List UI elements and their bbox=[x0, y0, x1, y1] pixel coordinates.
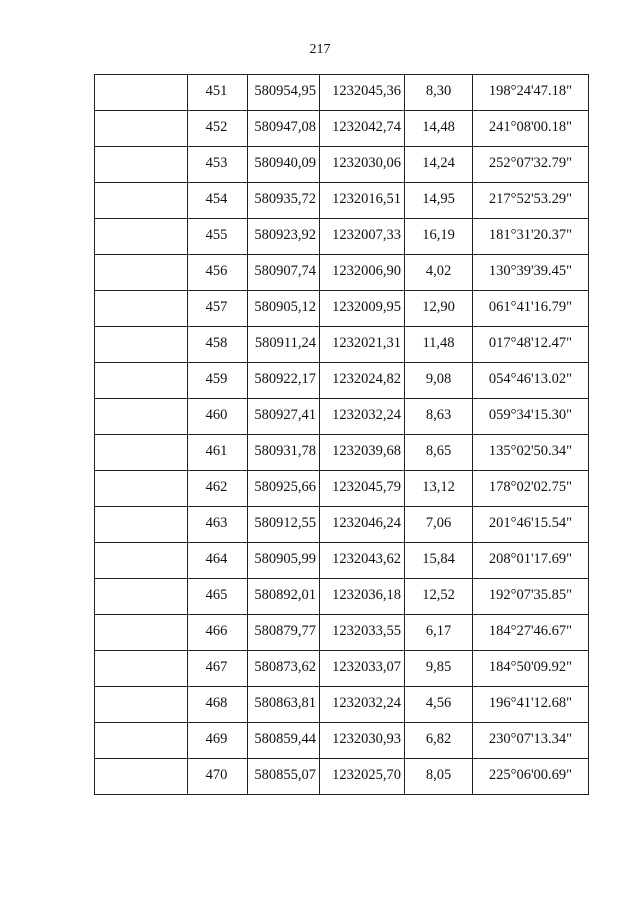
direction-angle-cell: 192°07'35.85" bbox=[473, 579, 589, 615]
blank-cell bbox=[95, 543, 188, 579]
blank-cell bbox=[95, 291, 188, 327]
table-row bbox=[95, 651, 589, 687]
point-number-cell: 453 bbox=[188, 147, 248, 183]
table-row bbox=[95, 255, 589, 291]
table-row bbox=[95, 435, 589, 471]
table-row bbox=[95, 399, 589, 435]
length-cell: 13,12 bbox=[405, 471, 473, 507]
table-row bbox=[95, 327, 589, 363]
direction-angle-cell: 225°06'00.69" bbox=[473, 759, 589, 795]
blank-cell bbox=[95, 471, 188, 507]
x-coordinate-cell: 580925,66 bbox=[248, 471, 320, 507]
point-number-cell: 462 bbox=[188, 471, 248, 507]
point-number-cell: 469 bbox=[188, 723, 248, 759]
y-coordinate-cell: 1232021,31 bbox=[320, 327, 405, 363]
direction-angle-cell: 178°02'02.75" bbox=[473, 471, 589, 507]
length-cell: 15,84 bbox=[405, 543, 473, 579]
table-row bbox=[95, 579, 589, 615]
point-number-cell: 452 bbox=[188, 111, 248, 147]
x-coordinate-cell: 580922,17 bbox=[248, 363, 320, 399]
point-number-cell: 465 bbox=[188, 579, 248, 615]
y-coordinate-cell: 1232025,70 bbox=[320, 759, 405, 795]
x-coordinate-cell: 580907,74 bbox=[248, 255, 320, 291]
length-cell: 8,65 bbox=[405, 435, 473, 471]
y-coordinate-cell: 1232030,06 bbox=[320, 147, 405, 183]
blank-cell bbox=[95, 579, 188, 615]
table-row bbox=[95, 111, 589, 147]
blank-cell bbox=[95, 219, 188, 255]
y-coordinate-cell: 1232042,74 bbox=[320, 111, 405, 147]
length-cell: 6,17 bbox=[405, 615, 473, 651]
length-cell: 11,48 bbox=[405, 327, 473, 363]
table-row bbox=[95, 291, 589, 327]
point-number-cell: 468 bbox=[188, 687, 248, 723]
blank-cell bbox=[95, 687, 188, 723]
table-row bbox=[95, 507, 589, 543]
direction-angle-cell: 208°01'17.69" bbox=[473, 543, 589, 579]
table-row bbox=[95, 543, 589, 579]
x-coordinate-cell: 580873,62 bbox=[248, 651, 320, 687]
blank-cell bbox=[95, 111, 188, 147]
y-coordinate-cell: 1232045,79 bbox=[320, 471, 405, 507]
x-coordinate-cell: 580892,01 bbox=[248, 579, 320, 615]
x-coordinate-cell: 580923,92 bbox=[248, 219, 320, 255]
direction-angle-cell: 059°34'15.30" bbox=[473, 399, 589, 435]
table-row bbox=[95, 471, 589, 507]
y-coordinate-cell: 1232016,51 bbox=[320, 183, 405, 219]
direction-angle-cell: 196°41'12.68" bbox=[473, 687, 589, 723]
table-row bbox=[95, 147, 589, 183]
y-coordinate-cell: 1232030,93 bbox=[320, 723, 405, 759]
point-number-cell: 455 bbox=[188, 219, 248, 255]
x-coordinate-cell: 580863,81 bbox=[248, 687, 320, 723]
direction-angle-cell: 198°24'47.18" bbox=[473, 75, 589, 111]
point-number-cell: 454 bbox=[188, 183, 248, 219]
length-cell: 9,85 bbox=[405, 651, 473, 687]
length-cell: 9,08 bbox=[405, 363, 473, 399]
blank-cell bbox=[95, 507, 188, 543]
direction-angle-cell: 241°08'00.18" bbox=[473, 111, 589, 147]
point-number-cell: 470 bbox=[188, 759, 248, 795]
direction-angle-cell: 230°07'13.34" bbox=[473, 723, 589, 759]
direction-angle-cell: 217°52'53.29" bbox=[473, 183, 589, 219]
y-coordinate-cell: 1232046,24 bbox=[320, 507, 405, 543]
direction-angle-cell: 130°39'39.45" bbox=[473, 255, 589, 291]
length-cell: 12,90 bbox=[405, 291, 473, 327]
blank-cell bbox=[95, 75, 188, 111]
x-coordinate-cell: 580931,78 bbox=[248, 435, 320, 471]
x-coordinate-cell: 580859,44 bbox=[248, 723, 320, 759]
x-coordinate-cell: 580940,09 bbox=[248, 147, 320, 183]
coordinates-table-body bbox=[95, 75, 589, 795]
length-cell: 4,56 bbox=[405, 687, 473, 723]
table-row bbox=[95, 759, 589, 795]
x-coordinate-cell: 580905,12 bbox=[248, 291, 320, 327]
length-cell: 7,06 bbox=[405, 507, 473, 543]
y-coordinate-cell: 1232024,82 bbox=[320, 363, 405, 399]
table-row bbox=[95, 687, 589, 723]
y-coordinate-cell: 1232033,55 bbox=[320, 615, 405, 651]
blank-cell bbox=[95, 759, 188, 795]
length-cell: 6,82 bbox=[405, 723, 473, 759]
table-row bbox=[95, 219, 589, 255]
direction-angle-cell: 184°27'46.67" bbox=[473, 615, 589, 651]
x-coordinate-cell: 580912,55 bbox=[248, 507, 320, 543]
y-coordinate-cell: 1232039,68 bbox=[320, 435, 405, 471]
point-number-cell: 461 bbox=[188, 435, 248, 471]
direction-angle-cell: 252°07'32.79" bbox=[473, 147, 589, 183]
direction-angle-cell: 054°46'13.02" bbox=[473, 363, 589, 399]
length-cell: 14,24 bbox=[405, 147, 473, 183]
point-number-cell: 460 bbox=[188, 399, 248, 435]
y-coordinate-cell: 1232033,07 bbox=[320, 651, 405, 687]
blank-cell bbox=[95, 147, 188, 183]
blank-cell bbox=[95, 723, 188, 759]
blank-cell bbox=[95, 327, 188, 363]
blank-cell bbox=[95, 651, 188, 687]
y-coordinate-cell: 1232043,62 bbox=[320, 543, 405, 579]
length-cell: 4,02 bbox=[405, 255, 473, 291]
point-number-cell: 467 bbox=[188, 651, 248, 687]
direction-angle-cell: 017°48'12.47" bbox=[473, 327, 589, 363]
x-coordinate-cell: 580879,77 bbox=[248, 615, 320, 651]
point-number-cell: 466 bbox=[188, 615, 248, 651]
x-coordinate-cell: 580911,24 bbox=[248, 327, 320, 363]
page-number: 217 bbox=[309, 42, 331, 57]
direction-angle-cell: 135°02'50.34" bbox=[473, 435, 589, 471]
y-coordinate-cell: 1232045,36 bbox=[320, 75, 405, 111]
direction-angle-cell: 061°41'16.79" bbox=[473, 291, 589, 327]
length-cell: 14,95 bbox=[405, 183, 473, 219]
y-coordinate-cell: 1232032,24 bbox=[320, 399, 405, 435]
y-coordinate-cell: 1232007,33 bbox=[320, 219, 405, 255]
y-coordinate-cell: 1232036,18 bbox=[320, 579, 405, 615]
blank-cell bbox=[95, 399, 188, 435]
point-number-cell: 451 bbox=[188, 75, 248, 111]
blank-cell bbox=[95, 183, 188, 219]
x-coordinate-cell: 580935,72 bbox=[248, 183, 320, 219]
blank-cell bbox=[95, 363, 188, 399]
point-number-cell: 457 bbox=[188, 291, 248, 327]
y-coordinate-cell: 1232032,24 bbox=[320, 687, 405, 723]
x-coordinate-cell: 580954,95 bbox=[248, 75, 320, 111]
point-number-cell: 456 bbox=[188, 255, 248, 291]
direction-angle-cell: 201°46'15.54" bbox=[473, 507, 589, 543]
point-number-cell: 464 bbox=[188, 543, 248, 579]
blank-cell bbox=[95, 615, 188, 651]
x-coordinate-cell: 580947,08 bbox=[248, 111, 320, 147]
length-cell: 8,05 bbox=[405, 759, 473, 795]
direction-angle-cell: 184°50'09.92" bbox=[473, 651, 589, 687]
blank-cell bbox=[95, 435, 188, 471]
x-coordinate-cell: 580927,41 bbox=[248, 399, 320, 435]
point-number-cell: 458 bbox=[188, 327, 248, 363]
length-cell: 16,19 bbox=[405, 219, 473, 255]
table-row bbox=[95, 363, 589, 399]
coordinates-table bbox=[94, 74, 589, 795]
point-number-cell: 463 bbox=[188, 507, 248, 543]
length-cell: 14,48 bbox=[405, 111, 473, 147]
blank-cell bbox=[95, 255, 188, 291]
table-row bbox=[95, 723, 589, 759]
length-cell: 12,52 bbox=[405, 579, 473, 615]
point-number-cell: 459 bbox=[188, 363, 248, 399]
y-coordinate-cell: 1232009,95 bbox=[320, 291, 405, 327]
direction-angle-cell: 181°31'20.37" bbox=[473, 219, 589, 255]
table-row bbox=[95, 183, 589, 219]
table-row bbox=[95, 615, 589, 651]
y-coordinate-cell: 1232006,90 bbox=[320, 255, 405, 291]
length-cell: 8,30 bbox=[405, 75, 473, 111]
table-row bbox=[95, 75, 589, 111]
x-coordinate-cell: 580905,99 bbox=[248, 543, 320, 579]
length-cell: 8,63 bbox=[405, 399, 473, 435]
x-coordinate-cell: 580855,07 bbox=[248, 759, 320, 795]
